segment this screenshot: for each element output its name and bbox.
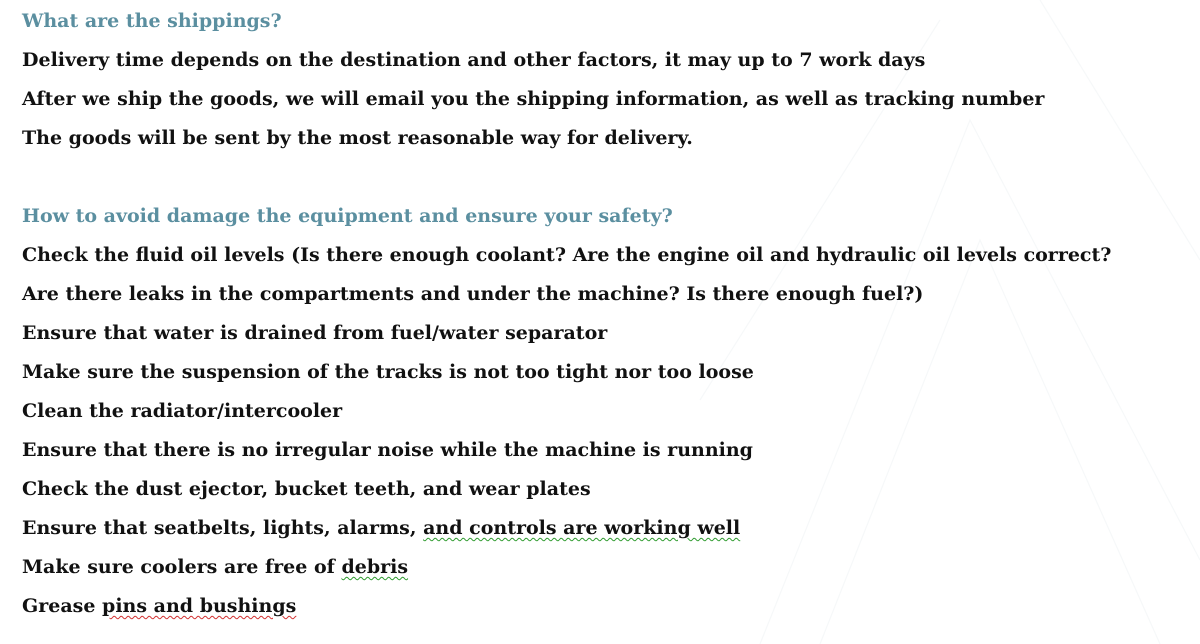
safety-line-track-suspension: Make sure the suspension of the tracks is not too tight nor too loose (22, 361, 754, 383)
seatbelts-text-underlined: and controls are working well (423, 517, 741, 539)
safety-line-noise: Ensure that there is no irregular noise while the machine is running (22, 439, 753, 461)
grease-text-start: Grease (22, 595, 96, 617)
coolers-text-start: Make sure coolers are free of (22, 556, 335, 578)
seatbelts-text-start: Ensure that seatbelts, lights, alarms, (22, 517, 417, 539)
section-spacer (22, 164, 1200, 203)
shipping-section (22, 8, 1200, 151)
safety-line-seatbelts (22, 515, 1200, 541)
shipping-line-method: The goods will be sent by the most reasonable way for delivery. (22, 127, 693, 149)
grease-text-underlined: pins and bushings (102, 595, 297, 617)
safety-line-coolers (22, 554, 1200, 580)
shipping-line-tracking: After we ship the goods, we will email you the shipping information, as well as tracking number (22, 88, 1045, 110)
shipping-line-delivery-time: Delivery time depends on the destination and other factors, it may up to 7 work days (22, 49, 926, 71)
safety-heading: How to avoid damage the equipment and ensure your safety? (22, 205, 673, 227)
safety-line-fluid-levels: Check the fluid oil levels (Is there enough coolant? Are the engine oil and hydraulic oil levels correct? (22, 244, 1112, 266)
coolers-text-underlined: debris (341, 556, 409, 578)
safety-line-water-drained: Ensure that water is drained from fuel/water separator (22, 322, 608, 344)
safety-line-leaks: Are there leaks in the compartments and under the machine? Is there enough fuel?) (22, 283, 924, 305)
shipping-heading: What are the shippings? (22, 10, 282, 32)
safety-line-grease (22, 593, 1200, 619)
safety-section (22, 203, 1200, 619)
safety-line-dust-ejector: Check the dust ejector, bucket teeth, and wear plates (22, 478, 591, 500)
safety-line-radiator: Clean the radiator/intercooler (22, 400, 343, 422)
